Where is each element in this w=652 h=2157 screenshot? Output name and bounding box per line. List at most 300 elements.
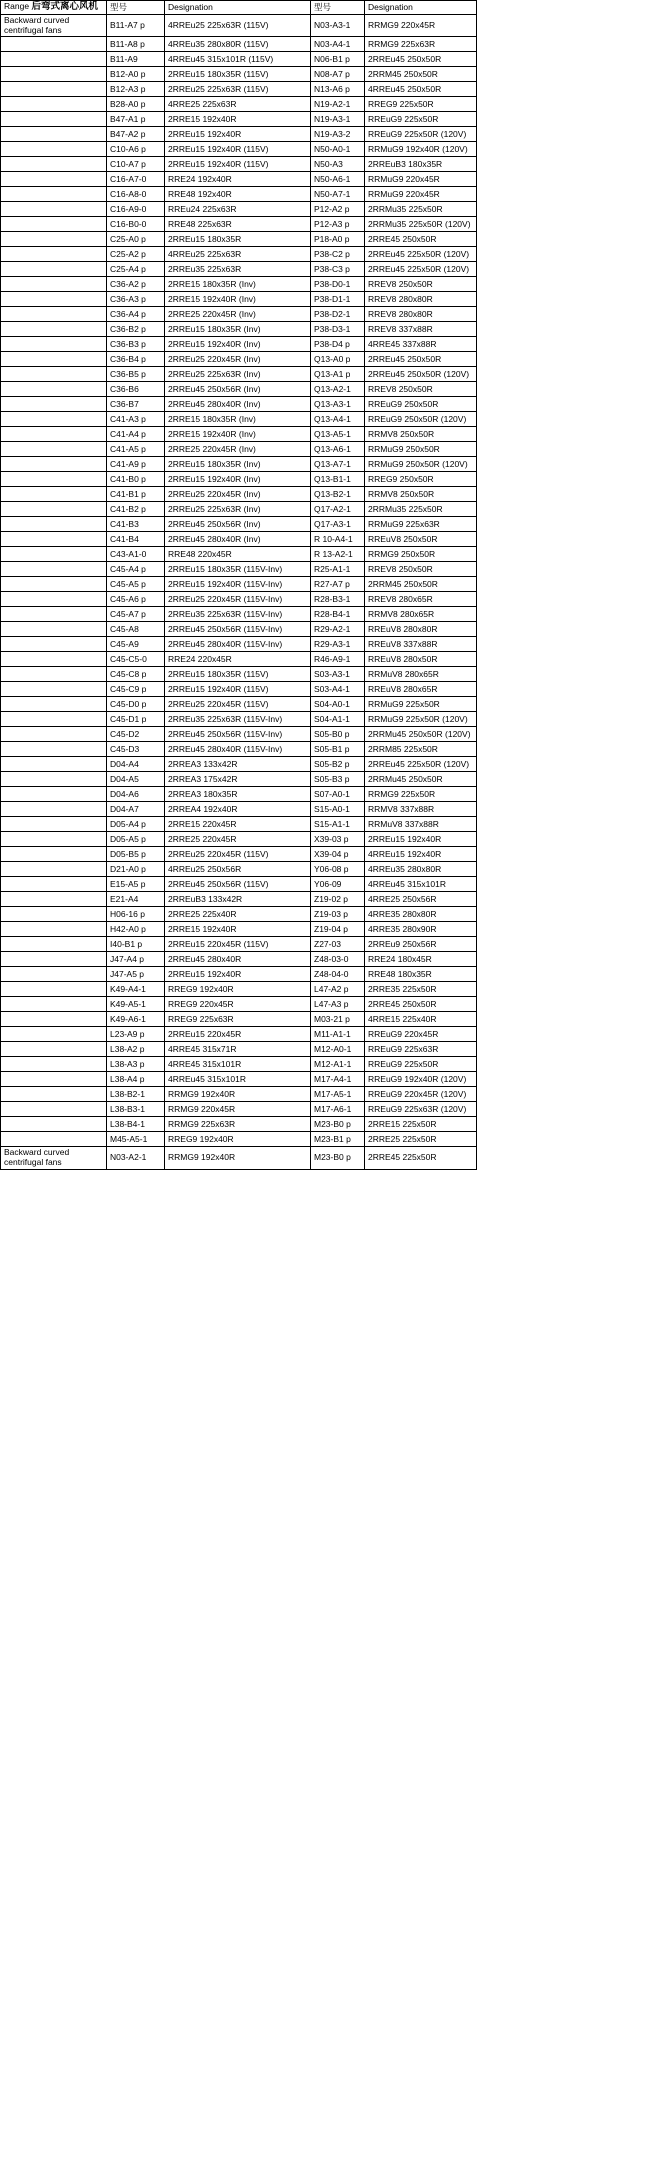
cell-designation-2: RREuV8 280x65R	[365, 682, 477, 697]
cell-model-1: B11-A9	[107, 52, 165, 67]
cell-designation-2: RREuG9 225x50R	[365, 1057, 477, 1072]
cell-model-1: C45-A9	[107, 637, 165, 652]
cell-designation-1: 4RREu45 315x101R	[165, 1072, 311, 1087]
cell-model-2: S05-B3 p	[311, 772, 365, 787]
cell-range	[1, 277, 107, 292]
cell-model-2: R29-A3-1	[311, 637, 365, 652]
cell-range	[1, 1102, 107, 1117]
cell-designation-2: 2RRM85 225x50R	[365, 742, 477, 757]
cell-model-2: S04-A1-1	[311, 712, 365, 727]
cell-designation-2: 2RREuB3 180x35R	[365, 157, 477, 172]
cell-designation-1: 2RREu15 192x40R (115V)	[165, 682, 311, 697]
cell-model-1: C36-A4 p	[107, 307, 165, 322]
cell-model-2: S15-A1-1	[311, 817, 365, 832]
cell-designation-2: 2RREu15 192x40R	[365, 832, 477, 847]
cell-model-2: P38-D1-1	[311, 292, 365, 307]
table-row	[1, 847, 477, 862]
cell-model-1: C25-A4 p	[107, 262, 165, 277]
cell-designation-2: RRMuV8 280x65R	[365, 667, 477, 682]
cell-designation-2: 4RREu45 315x101R	[365, 877, 477, 892]
table-row	[1, 817, 477, 832]
cell-range	[1, 1042, 107, 1057]
cell-range	[1, 112, 107, 127]
cell-model-2: Q13-A6-1	[311, 442, 365, 457]
cell-designation-2: RRMV8 250x50R	[365, 427, 477, 442]
cell-model-1: C45-A5 p	[107, 577, 165, 592]
table-row	[1, 1132, 477, 1147]
cell-designation-2: 2RRE15 225x50R	[365, 1117, 477, 1132]
cell-designation-1: 4RRE45 315x71R	[165, 1042, 311, 1057]
cell-designation-2: 2RREu45 250x50R	[365, 52, 477, 67]
cell-model-1: C45-C9 p	[107, 682, 165, 697]
cell-designation-1: RRMG9 192x40R	[165, 1147, 311, 1170]
cell-designation-1: RREu24 225x63R	[165, 202, 311, 217]
cell-model-1: B11-A8 p	[107, 37, 165, 52]
table-row	[1, 607, 477, 622]
cell-model-2: P38-D2-1	[311, 307, 365, 322]
cell-range: Backward curved centrifugal fans	[1, 1147, 107, 1170]
cell-model-2: N06-B1 p	[311, 52, 365, 67]
fan-designation-table	[0, 0, 477, 1170]
cell-designation-1: 2RREA3 180x35R	[165, 787, 311, 802]
cell-range	[1, 67, 107, 82]
cell-range	[1, 547, 107, 562]
table-row	[1, 457, 477, 472]
cell-range	[1, 1012, 107, 1027]
cell-range	[1, 157, 107, 172]
table-row	[1, 877, 477, 892]
table-row	[1, 352, 477, 367]
cell-range	[1, 127, 107, 142]
table-row	[1, 232, 477, 247]
cell-model-2: M11-A1-1	[311, 1027, 365, 1042]
table-row	[1, 142, 477, 157]
cell-range	[1, 877, 107, 892]
cell-designation-2: 2RRE45 250x50R	[365, 232, 477, 247]
table-row	[1, 967, 477, 982]
cell-model-2: Z48-03-0	[311, 952, 365, 967]
table-row	[1, 292, 477, 307]
cell-designation-2: 2RREu45 225x50R (120V)	[365, 757, 477, 772]
cell-range	[1, 337, 107, 352]
table-row	[1, 937, 477, 952]
cell-model-2: R28-B3-1	[311, 592, 365, 607]
cell-designation-1: 2RREu45 250x56R (115V)	[165, 877, 311, 892]
cell-designation-1: 4RREu25 250x56R	[165, 862, 311, 877]
cell-model-1: C25-A2 p	[107, 247, 165, 262]
cell-model-2: Z48-04-0	[311, 967, 365, 982]
cell-model-1: C36-B2 p	[107, 322, 165, 337]
cell-range	[1, 892, 107, 907]
header-designation-1: Designation	[165, 1, 311, 15]
cell-designation-1: 2RREu35 225x63R (115V-Inv)	[165, 607, 311, 622]
header-model-2: 型号	[311, 1, 365, 15]
cell-range	[1, 307, 107, 322]
cell-designation-1: 2RREu25 220x45R (115V-Inv)	[165, 592, 311, 607]
cell-range	[1, 532, 107, 547]
cell-model-2: Y06-09	[311, 877, 365, 892]
cell-model-1: C41-B4	[107, 532, 165, 547]
cell-model-1: D05-A5 p	[107, 832, 165, 847]
cell-designation-1: 2RREu15 220x45R (115V)	[165, 937, 311, 952]
table-row	[1, 712, 477, 727]
table-row	[1, 37, 477, 52]
cell-designation-1: RRE48 225x63R	[165, 217, 311, 232]
table-row	[1, 487, 477, 502]
cell-range	[1, 697, 107, 712]
table-row	[1, 82, 477, 97]
cell-designation-2: RRMuG9 225x50R	[365, 697, 477, 712]
table-row	[1, 562, 477, 577]
cell-range	[1, 862, 107, 877]
cell-model-1: C45-A7 p	[107, 607, 165, 622]
table-row	[1, 652, 477, 667]
cell-range	[1, 652, 107, 667]
cell-model-1: I40-B1 p	[107, 937, 165, 952]
table-row	[1, 727, 477, 742]
cell-model-2: P18-A0 p	[311, 232, 365, 247]
cell-designation-2: RREuG9 225x50R (120V)	[365, 127, 477, 142]
table-row	[1, 697, 477, 712]
cell-range	[1, 592, 107, 607]
cell-designation-1: 2RREu45 280x40R (Inv)	[165, 532, 311, 547]
cell-range	[1, 82, 107, 97]
cell-range	[1, 517, 107, 532]
cell-designation-2: 2RRE45 250x50R	[365, 997, 477, 1012]
cell-range	[1, 172, 107, 187]
cell-model-2: R 10-A4-1	[311, 532, 365, 547]
cell-designation-2: RREG9 225x50R	[365, 97, 477, 112]
cell-model-1: L38-B3-1	[107, 1102, 165, 1117]
table-row	[1, 772, 477, 787]
cell-designation-1: 2RREu25 225x63R (Inv)	[165, 502, 311, 517]
cell-designation-2: RRMuG9 220x45R	[365, 187, 477, 202]
cell-designation-2: RREV8 280x65R	[365, 592, 477, 607]
cell-range	[1, 442, 107, 457]
cell-model-1: J47-A4 p	[107, 952, 165, 967]
cell-model-1: D04-A6	[107, 787, 165, 802]
cell-model-2: Q17-A3-1	[311, 517, 365, 532]
cell-model-2: P38-D0-1	[311, 277, 365, 292]
cell-model-2: R25-A1-1	[311, 562, 365, 577]
cell-model-2: P38-D3-1	[311, 322, 365, 337]
cell-range	[1, 487, 107, 502]
table-row	[1, 442, 477, 457]
cell-range	[1, 772, 107, 787]
cell-range	[1, 577, 107, 592]
cell-designation-1: RREG9 192x40R	[165, 982, 311, 997]
table-row	[1, 742, 477, 757]
cell-range	[1, 937, 107, 952]
table-row	[1, 337, 477, 352]
cell-model-1: D04-A7	[107, 802, 165, 817]
cell-model-1: C16-A7-0	[107, 172, 165, 187]
table-row	[1, 412, 477, 427]
cell-model-1: C36-B5 p	[107, 367, 165, 382]
cell-model-1: M45-A5-1	[107, 1132, 165, 1147]
cell-designation-1: 2RRE25 220x45R (Inv)	[165, 442, 311, 457]
table-row	[1, 157, 477, 172]
cell-model-2: P12-A2 p	[311, 202, 365, 217]
cell-designation-2: RREV8 280x80R	[365, 292, 477, 307]
cell-model-1: K49-A6-1	[107, 1012, 165, 1027]
cell-model-2: Q13-A2-1	[311, 382, 365, 397]
cell-range	[1, 202, 107, 217]
cell-model-2: Z27-03	[311, 937, 365, 952]
cell-model-1: E21-A4	[107, 892, 165, 907]
cell-range	[1, 667, 107, 682]
cell-designation-2: RREV8 250x50R	[365, 277, 477, 292]
cell-model-2: N08-A7 p	[311, 67, 365, 82]
cell-designation-1: 4RRE45 315x101R	[165, 1057, 311, 1072]
cell-designation-2: RRMuG9 250x50R (120V)	[365, 457, 477, 472]
cell-designation-1: 2RREA3 133x42R	[165, 757, 311, 772]
cell-model-1: B47-A1 p	[107, 112, 165, 127]
cell-model-1: C41-B0 p	[107, 472, 165, 487]
cell-model-1: C41-B2 p	[107, 502, 165, 517]
table-row	[1, 1117, 477, 1132]
table-row	[1, 787, 477, 802]
cell-designation-1: 2RRE15 180x35R (Inv)	[165, 277, 311, 292]
cell-designation-2: RREV8 250x50R	[365, 562, 477, 577]
cell-designation-1: 4RREu45 315x101R (115V)	[165, 52, 311, 67]
cell-model-1: B12-A3 p	[107, 82, 165, 97]
header-designation-2: Designation	[365, 1, 477, 15]
cell-model-2: Q17-A2-1	[311, 502, 365, 517]
table-row	[1, 14, 477, 37]
cell-designation-2: 4RRE35 280x90R	[365, 922, 477, 937]
cell-model-1: C16-B0-0	[107, 217, 165, 232]
cell-model-1: C16-A9-0	[107, 202, 165, 217]
cell-designation-2: RRMG9 225x63R	[365, 37, 477, 52]
table-row	[1, 127, 477, 142]
table-row	[1, 427, 477, 442]
cell-designation-1: 2RRE15 220x45R	[165, 817, 311, 832]
cell-designation-2: 2RRE25 225x50R	[365, 1132, 477, 1147]
cell-range	[1, 427, 107, 442]
cell-model-2: Z19-04 p	[311, 922, 365, 937]
cell-designation-1: 2RREu45 250x56R (115V-Inv)	[165, 727, 311, 742]
cell-model-1: C36-A2 p	[107, 277, 165, 292]
cell-designation-1: 2RREu25 220x45R (115V)	[165, 847, 311, 862]
cell-model-2: Q13-A1 p	[311, 367, 365, 382]
cell-model-1: B47-A2 p	[107, 127, 165, 142]
cell-range	[1, 847, 107, 862]
cell-designation-2: RRMuG9 250x50R	[365, 442, 477, 457]
cell-designation-2: RRMV8 250x50R	[365, 487, 477, 502]
cell-model-2: Z19-02 p	[311, 892, 365, 907]
cell-range	[1, 682, 107, 697]
cell-designation-2: 2RRM45 250x50R	[365, 67, 477, 82]
cell-designation-2: 4RRE45 337x88R	[365, 337, 477, 352]
cell-designation-1: 2RREu15 192x40R (Inv)	[165, 472, 311, 487]
cell-designation-1: 2RRE25 225x40R	[165, 907, 311, 922]
cell-designation-1: 2RREu45 250x56R (Inv)	[165, 517, 311, 532]
table-row	[1, 637, 477, 652]
cell-designation-2: RREV8 337x88R	[365, 322, 477, 337]
cell-designation-2: 2RRM45 250x50R	[365, 577, 477, 592]
table-row	[1, 577, 477, 592]
cell-model-1: D21-A0 p	[107, 862, 165, 877]
cell-designation-1: 2RREu15 180x35R	[165, 232, 311, 247]
cell-designation-1: 2RRE15 192x40R	[165, 922, 311, 937]
table-row	[1, 472, 477, 487]
cell-model-2: Y06-08 p	[311, 862, 365, 877]
cell-model-2: M12-A1-1	[311, 1057, 365, 1072]
cell-model-1: C45-A6 p	[107, 592, 165, 607]
cell-designation-2: 2RRMu35 225x50R (120V)	[365, 217, 477, 232]
cell-model-1: C25-A0 p	[107, 232, 165, 247]
cell-designation-1: 2RREu15 220x45R	[165, 1027, 311, 1042]
cell-designation-1: RREG9 225x63R	[165, 1012, 311, 1027]
cell-model-2: M17-A5-1	[311, 1087, 365, 1102]
cell-range	[1, 52, 107, 67]
cell-model-1: L38-B4-1	[107, 1117, 165, 1132]
cell-designation-2: 2RRMu35 225x50R	[365, 502, 477, 517]
table-row	[1, 502, 477, 517]
cell-range	[1, 1132, 107, 1147]
cell-range	[1, 1027, 107, 1042]
cell-designation-1: 2RREu15 192x40R	[165, 967, 311, 982]
cell-designation-2: 2RRE35 225x50R	[365, 982, 477, 997]
cell-designation-2: RRE24 180x45R	[365, 952, 477, 967]
cell-model-1: K49-A5-1	[107, 997, 165, 1012]
cell-model-1: C10-A6 p	[107, 142, 165, 157]
cell-designation-1: 2RREu15 180x35R (115V)	[165, 667, 311, 682]
cell-designation-2: RRMV8 337x88R	[365, 802, 477, 817]
cell-designation-2: 4RREu45 250x50R	[365, 82, 477, 97]
cell-model-2: P12-A3 p	[311, 217, 365, 232]
cell-designation-1: 2RREu25 220x45R (115V)	[165, 697, 311, 712]
cell-designation-2: RRMuG9 225x63R	[365, 517, 477, 532]
table-row	[1, 802, 477, 817]
cell-range	[1, 232, 107, 247]
cell-model-1: C36-B4 p	[107, 352, 165, 367]
cell-range	[1, 472, 107, 487]
cell-model-2: S07-A0-1	[311, 787, 365, 802]
cell-designation-2: RRMG9 225x50R	[365, 787, 477, 802]
cell-range	[1, 382, 107, 397]
cell-range	[1, 217, 107, 232]
cell-designation-1: RRE24 220x45R	[165, 652, 311, 667]
cell-model-1: C36-A3 p	[107, 292, 165, 307]
cell-designation-1: 2RREu45 250x56R (115V-Inv)	[165, 622, 311, 637]
cell-model-2: Z19-03 p	[311, 907, 365, 922]
table-row	[1, 667, 477, 682]
table-row	[1, 592, 477, 607]
cell-model-1: D04-A4	[107, 757, 165, 772]
cell-range	[1, 997, 107, 1012]
cell-model-2: M12-A0-1	[311, 1042, 365, 1057]
cell-range	[1, 37, 107, 52]
cell-designation-1: 2RREu15 192x40R (115V)	[165, 142, 311, 157]
table-row	[1, 907, 477, 922]
cell-designation-2: RREG9 250x50R	[365, 472, 477, 487]
cell-model-1: H06-16 p	[107, 907, 165, 922]
cell-model-1: C10-A7 p	[107, 157, 165, 172]
cell-range	[1, 607, 107, 622]
table-row	[1, 757, 477, 772]
cell-designation-2: RRMG9 250x50R	[365, 547, 477, 562]
cell-range	[1, 292, 107, 307]
cell-designation-2: RRMuG9 225x50R (120V)	[365, 712, 477, 727]
cell-designation-2: RREuV8 337x88R	[365, 637, 477, 652]
table-row	[1, 547, 477, 562]
cell-range	[1, 712, 107, 727]
cell-model-1: B11-A7 p	[107, 14, 165, 37]
cell-designation-2: RREuG9 250x50R (120V)	[365, 412, 477, 427]
cell-model-2: L47-A3 p	[311, 997, 365, 1012]
cell-range	[1, 637, 107, 652]
cell-range	[1, 142, 107, 157]
cell-designation-1: 2RREu45 280x40R	[165, 952, 311, 967]
cell-designation-1: RRE48 220x45R	[165, 547, 311, 562]
table-row	[1, 112, 477, 127]
table-row	[1, 382, 477, 397]
table-row	[1, 277, 477, 292]
cell-model-2: X39-04 p	[311, 847, 365, 862]
cell-model-2: Q13-B1-1	[311, 472, 365, 487]
cell-model-2: Q13-A0 p	[311, 352, 365, 367]
cell-model-2: R27-A7 p	[311, 577, 365, 592]
cell-range	[1, 1072, 107, 1087]
cell-designation-2: RRE48 180x35R	[365, 967, 477, 982]
cell-designation-1: RRMG9 192x40R	[165, 1087, 311, 1102]
table-row	[1, 922, 477, 937]
cell-model-1: C41-A4 p	[107, 427, 165, 442]
cell-range	[1, 817, 107, 832]
cell-model-2: M23-B1 p	[311, 1132, 365, 1147]
cell-model-1: C41-A5 p	[107, 442, 165, 457]
cell-model-1: K49-A4-1	[107, 982, 165, 997]
cell-model-2: M03-21 p	[311, 1012, 365, 1027]
cell-model-2: N19-A3-1	[311, 112, 365, 127]
cell-model-2: S03-A4-1	[311, 682, 365, 697]
cell-model-2: N50-A3	[311, 157, 365, 172]
table-row	[1, 52, 477, 67]
cell-designation-1: RREG9 192x40R	[165, 1132, 311, 1147]
cell-model-2: Q13-A3-1	[311, 397, 365, 412]
cell-designation-1: 2RREu25 220x45R (Inv)	[165, 352, 311, 367]
cell-range	[1, 97, 107, 112]
table-row	[1, 982, 477, 997]
cell-range	[1, 187, 107, 202]
cell-designation-1: 2RREu15 192x40R (Inv)	[165, 337, 311, 352]
cell-model-2: X39-03 p	[311, 832, 365, 847]
table-row	[1, 1027, 477, 1042]
cell-model-2: P38-C2 p	[311, 247, 365, 262]
cell-designation-1: 2RREu15 180x35R (Inv)	[165, 322, 311, 337]
cell-model-2: L47-A2 p	[311, 982, 365, 997]
cell-designation-2: 4RRE15 225x40R	[365, 1012, 477, 1027]
cell-designation-2: RREuG9 250x50R	[365, 397, 477, 412]
header-range-label: Range	[4, 1, 30, 11]
cell-model-2: R28-B4-1	[311, 607, 365, 622]
cell-model-1: C41-B3	[107, 517, 165, 532]
cell-designation-1: 2RREu15 180x35R (115V-Inv)	[165, 562, 311, 577]
cell-model-1: L38-A2 p	[107, 1042, 165, 1057]
cell-model-1: E15-A5 p	[107, 877, 165, 892]
cell-range	[1, 397, 107, 412]
cell-range	[1, 412, 107, 427]
cell-model-1: D05-A4 p	[107, 817, 165, 832]
cell-range	[1, 622, 107, 637]
cell-model-2: R 13-A2-1	[311, 547, 365, 562]
cell-designation-1: 2RREuB3 133x42R	[165, 892, 311, 907]
cell-model-2: M17-A6-1	[311, 1102, 365, 1117]
cell-model-1: D05-B5 p	[107, 847, 165, 862]
cell-model-1: C36-B6	[107, 382, 165, 397]
